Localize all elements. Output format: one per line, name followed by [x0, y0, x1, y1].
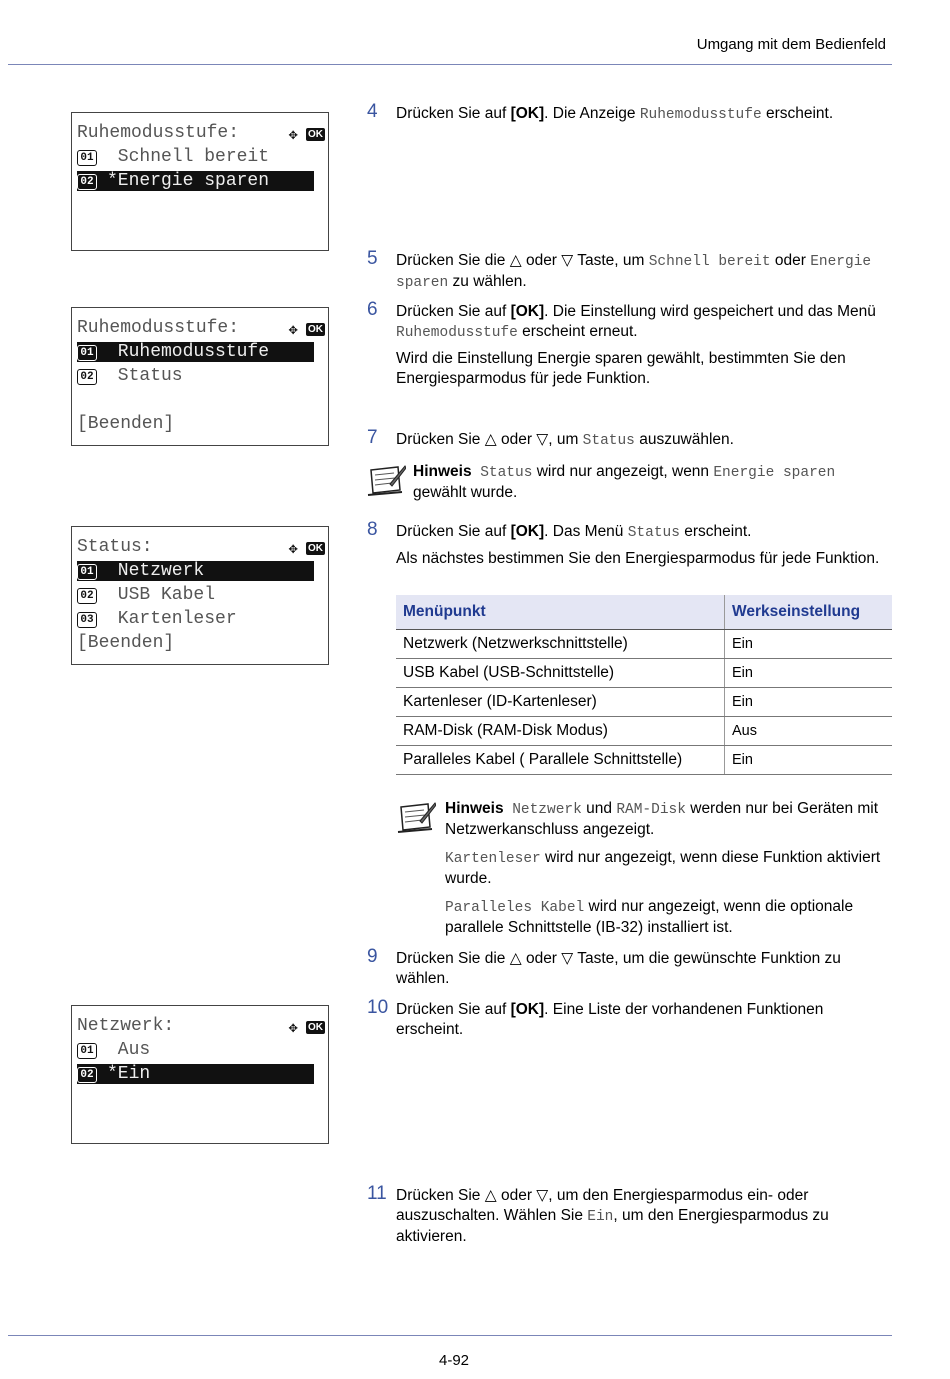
- item-number-icon: 02: [77, 588, 97, 604]
- table-cell: Kartenleser (ID-Kartenleser): [396, 688, 725, 717]
- lcd-item: [77, 366, 183, 386]
- item-number-icon: 01: [77, 345, 97, 361]
- lcd-item-selected: [77, 342, 314, 362]
- table-cell: Ein: [725, 746, 893, 775]
- table-cell: Ein: [725, 688, 893, 717]
- step-number: 8: [367, 519, 378, 540]
- item-number-icon: 02: [77, 1067, 97, 1083]
- note-pencil-icon: [396, 799, 436, 833]
- step-10: [367, 997, 887, 1040]
- lcd-end-label: [Beenden]: [77, 633, 175, 653]
- lcd-item-label: Status: [107, 366, 183, 386]
- note-status: [366, 462, 886, 506]
- step-text: Drücken Sie △ oder ▽, um den Energiesparmodus ein- oder auszuschalten. Wählen Sie Ein, um den Energiesparmodus zu aktivieren.: [396, 1187, 829, 1245]
- step-8: [367, 519, 887, 575]
- footer-rule: [8, 1335, 892, 1336]
- lcd-panel-netzwerk: [71, 1005, 329, 1144]
- column-header: Menüpunkt: [396, 595, 725, 630]
- step-text: Drücken Sie auf [OK]. Die Einstellung wird gespeichert und das Menü Ruhemodusstufe erscheint erneut.: [396, 303, 876, 341]
- item-number-icon: 02: [77, 174, 97, 190]
- step-number: 5: [367, 248, 378, 269]
- lcd-item: [77, 1040, 150, 1060]
- lcd-item: [77, 585, 215, 605]
- lcd-end-label: [Beenden]: [77, 414, 175, 434]
- table-cell: Aus: [725, 717, 893, 746]
- nav-ok-indicator: [289, 539, 325, 558]
- step-number: 10: [367, 997, 389, 1018]
- nav-ok-indicator: [289, 1018, 325, 1037]
- lcd-item-selected: [77, 171, 314, 191]
- lcd-item-label: Kartenleser: [107, 609, 237, 629]
- lcd-panel-ruhemodusstufe: [71, 112, 329, 251]
- note-paragraph: Kartenleser wird nur angezeigt, wenn diese Funktion aktiviert wurde.: [445, 849, 881, 887]
- lcd-title: Netzwerk:: [77, 1016, 175, 1036]
- ok-icon: OK: [308, 129, 323, 140]
- step-4: [367, 101, 887, 125]
- note-paragraph: Hinweis Netzwerk und RAM-Disk werden nur bei Geräten mit Netzwerkanschluss angezeigt.: [445, 800, 879, 838]
- nav-ok-indicator: [289, 125, 325, 144]
- lcd-item-label: Aus: [107, 1040, 151, 1060]
- step-text: Drücken Sie auf [OK]. Die Anzeige Ruhemodusstufe erscheint.: [396, 105, 834, 123]
- step-paragraph: Als nächstes bestimmen Sie den Energiesparmodus für jede Funktion.: [396, 550, 880, 567]
- step-6: [367, 299, 887, 395]
- step-text: Drücken Sie die △ oder ▽ Taste, um die gewünschte Funktion zu wählen.: [396, 950, 841, 987]
- table-row: [396, 688, 892, 717]
- lcd-panel-status: [71, 526, 329, 665]
- table-cell: RAM-Disk (RAM-Disk Modus): [396, 717, 725, 746]
- step-text: Drücken Sie auf [OK]. Das Menü Status erscheint.: [396, 523, 752, 541]
- step-text: Drücken Sie die △ oder ▽ Taste, um Schnell bereit oder Energie sparen zu wählen.: [396, 252, 872, 291]
- note-text: Hinweis Status wird nur angezeigt, wenn Energie sparen gewählt wurde.: [413, 463, 836, 501]
- table-cell: Ein: [725, 659, 893, 688]
- item-number-icon: 01: [77, 150, 97, 166]
- step-5: [367, 248, 887, 293]
- navigation-arrows-icon: ✥: [288, 127, 298, 144]
- table-header-row: [396, 595, 892, 630]
- table-row: [396, 717, 892, 746]
- step-paragraph: Wird die Einstellung Energie sparen gewählt, bestimmten Sie den Energiesparmodus für jede Funktion.: [396, 350, 846, 387]
- item-number-icon: 02: [77, 369, 97, 385]
- note-network: [396, 799, 888, 939]
- step-number: 11: [367, 1183, 387, 1204]
- navigation-arrows-icon: ✥: [288, 322, 298, 339]
- lcd-title: Ruhemodusstufe:: [77, 123, 240, 143]
- page-number: 4-92: [438, 1352, 470, 1369]
- lcd-title: Ruhemodusstufe:: [77, 318, 240, 338]
- item-number-icon: 01: [77, 1043, 97, 1059]
- lcd-item: [77, 609, 237, 629]
- table-cell: Ein: [725, 630, 893, 659]
- step-number: 9: [367, 946, 378, 967]
- lcd-item-label: Netzwerk: [107, 561, 205, 581]
- lcd-title: Status:: [77, 537, 153, 557]
- lcd-item-label: Schnell bereit: [107, 147, 270, 167]
- item-number-icon: 03: [77, 612, 97, 628]
- lcd-panel-ruhemodusstufe-menu: [71, 307, 329, 446]
- table-cell: USB Kabel (USB-Schnittstelle): [396, 659, 725, 688]
- step-text: Drücken Sie auf [OK]. Eine Liste der vorhandenen Funktionen erscheint.: [396, 1001, 824, 1038]
- nav-ok-indicator: [289, 320, 325, 339]
- note-text: [445, 799, 888, 946]
- table-cell: Paralleles Kabel ( Parallele Schnittstelle): [396, 746, 725, 775]
- step-9: [367, 946, 887, 989]
- page-header: Umgang mit dem Bedienfeld: [696, 36, 886, 53]
- lcd-item-label: Ruhemodusstufe: [107, 342, 270, 362]
- table-row: [396, 746, 892, 775]
- ok-icon: OK: [308, 324, 323, 335]
- lcd-item-selected: [77, 1064, 314, 1084]
- table-row: [396, 659, 892, 688]
- settings-table: [396, 595, 892, 775]
- table-cell: Netzwerk (Netzwerkschnittstelle): [396, 630, 725, 659]
- step-7: [367, 427, 887, 451]
- navigation-arrows-icon: ✥: [288, 541, 298, 558]
- step-number: 6: [367, 299, 378, 320]
- item-number-icon: 01: [77, 564, 97, 580]
- ok-icon: OK: [308, 1022, 323, 1033]
- table-row: [396, 630, 892, 659]
- step-number: 4: [367, 101, 378, 122]
- note-pencil-icon: [366, 462, 406, 496]
- navigation-arrows-icon: ✥: [288, 1020, 298, 1037]
- step-11: [367, 1183, 887, 1247]
- step-number: 7: [367, 427, 378, 448]
- header-rule: [8, 64, 892, 65]
- lcd-item-label: *Ein: [107, 1064, 151, 1084]
- note-paragraph: Paralleles Kabel wird nur angezeigt, wenn die optionale parallele Schnittstelle (IB-32) installiert ist.: [445, 898, 854, 936]
- column-header: Werkseinstellung: [725, 595, 893, 630]
- lcd-item-label: *Energie sparen: [107, 171, 270, 191]
- lcd-item-label: USB Kabel: [107, 585, 216, 605]
- step-text: Drücken Sie △ oder ▽, um Status auszuwählen.: [396, 431, 734, 449]
- ok-icon: OK: [308, 543, 323, 554]
- lcd-item-selected: [77, 561, 314, 581]
- lcd-item: [77, 147, 269, 167]
